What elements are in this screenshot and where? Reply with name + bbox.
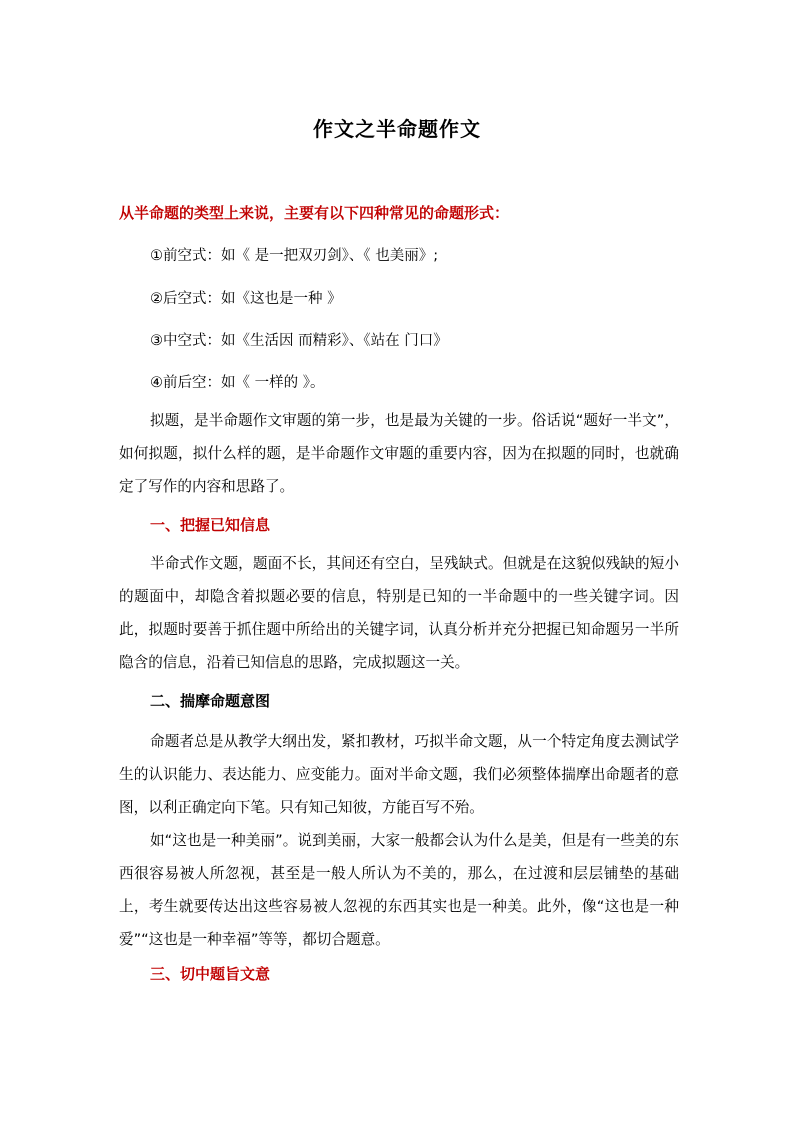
form-item-middle-blank: ③中空式：如《生活因 而精彩》、《站在 门口》	[150, 333, 448, 349]
form-item-both-blank: ④前后空：如《 一样的 》。	[150, 375, 325, 391]
document-title: 作文之半命题作文	[313, 117, 481, 141]
paragraph-example: 如“这也是一种美丽”。说到美丽，大家一般都会认为什么是美，但是有一些美的东西很容易被人所忽视，甚至是一般人所认为不美的，那么，在过渡和层层铺垫的基础上，考生就要传达出这些容易被人忽视的东西其实也是一种美。此外，像“这也是一种爱”“这也是一种幸福”等等，都切合题意。	[119, 832, 679, 948]
intro-heading: 从半命题的类型上来说，主要有以下四种常见的命题形式：	[119, 204, 510, 222]
section-heading-theme: 三、切中题旨文意	[150, 965, 271, 983]
paragraph-known-info: 半命式作文题，题面不长，其间还有空白，呈残缺式。但就是在这貌似残缺的短小的题面中，却隐含着拟题必要的信息，特别是已知的一半命题中的一些关键字词。因此，拟题时要善于抓住题中所给出的关键字词，认真分析并充分把握已知命题另一半所隐含的信息，沿着已知信息的思路，完成拟题这一关。	[119, 555, 679, 671]
paragraph-drafting-title: 拟题，是半命题作文审题的第一步，也是最为关键的一步。俗话说“题好一半文”，如何拟题，拟什么样的题，是半命题作文审题的重要内容，因为在拟题的同时，也就确定了写作的内容和思路了。	[119, 412, 679, 495]
section-heading-known-info: 一、把握已知信息	[150, 516, 271, 534]
paragraph-intent: 命题者总是从教学大纲出发，紧扣教材，巧拟半命文题，从一个特定角度去测试学生的认识能力、表达能力、应变能力。面对半命文题，我们必须整体揣摩出命题者的意图，以利正确定向下笔。只有知己知彼，方能百写不殆。	[119, 733, 679, 816]
form-item-front-blank: ①前空式：如《 是一把双刃剑》、《 也美丽》;	[150, 248, 439, 264]
section-heading-intent: 二、揣摩命题意图	[150, 692, 271, 710]
form-item-back-blank: ②后空式：如《这也是一种 》	[150, 291, 342, 307]
